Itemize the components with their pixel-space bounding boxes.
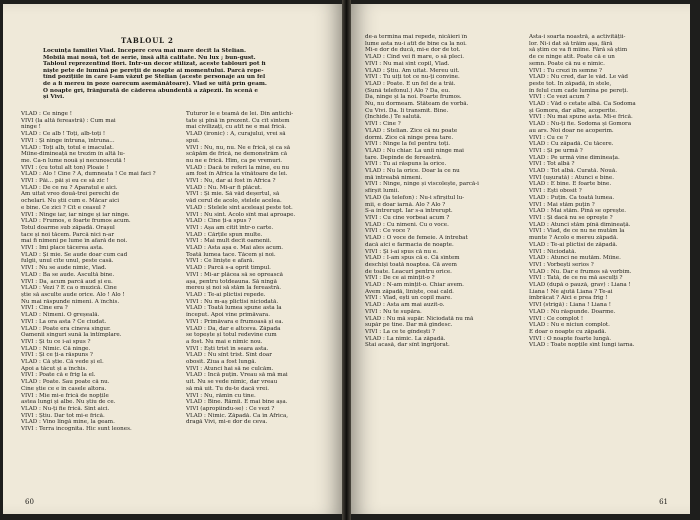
dialogue-line: VLAD : Nu-ți fie frică. Sînt aici. — [21, 405, 110, 412]
page-number-right: 61 — [659, 498, 668, 506]
dialogue-line: VIVI : Mi-ar plăcea să se oprească — [186, 271, 283, 278]
dialogue-line: Nu mai răspunde nimeni. A închis. — [21, 298, 120, 305]
intro-line: O noapte gri, frănjurată de căderea abundentă a zăpezii. În scenă e — [43, 87, 258, 94]
dialogue-line: VIVI : Cu ce ? — [529, 134, 568, 141]
dialogue-line: VLAD (după o pauză, grav) : Liana ! — [529, 282, 631, 289]
dialogue-line: VLAD : Vino lîngă mine, la geam. — [21, 419, 115, 426]
dialogue-line: obosit. Ziua a fost lungă. — [186, 359, 257, 366]
right-page — [351, 4, 690, 514]
dialogue-line: VLAD : Asta așa e. Mai ales acum. — [186, 245, 284, 252]
dialogue-line: să știm ce va fi mîine. Fără să știm — [529, 47, 628, 54]
dialogue-line: îmbrăcat ? Aici e prea frig ! — [529, 295, 608, 302]
dialogue-line: sfîrșit lumii. — [365, 188, 400, 195]
dialogue-line: așa, pentru totdeauna. Să ningă — [186, 278, 277, 285]
dialogue-line: VIVI : Și pe urmă ? — [529, 147, 583, 154]
dialogue-line: astea lungi și albe. Nu știu de ce. — [21, 399, 116, 406]
dialogue-line: VLAD : Cine ți-a spus ? — [186, 218, 252, 225]
dialogue-line: VIVI : De ce ai mințit-o ? — [365, 275, 435, 282]
dialogue-line: de toate. Leacuri pentru orice. — [365, 268, 452, 275]
dialogue-line: VLAD : Da, dar e altceva. Zăpada — [186, 325, 281, 332]
dialogue-line: VLAD : Parcă s-a oprit timpul. — [186, 265, 271, 272]
dialogue-line: VLAD : Te-ai plictisi de zăpadă. — [529, 241, 618, 248]
dialogue-line: VIVI (apropiindu-se) : Ce vezi ? — [186, 405, 275, 412]
dialogue-line: VLAD : Te-ai plictisi repede. — [186, 291, 266, 298]
dialogue-line: VLAD : Nu. Mi-ar fi plăcut. — [186, 184, 262, 191]
dialogue-line: Stai acasă, dar sînt îngrijorat. — [365, 342, 450, 349]
dialogue-line: am fost în Africa la vînătoare de lei. — [186, 171, 288, 178]
dialogue-line: VIVI : Mie mi-e frică de nopțile — [21, 392, 109, 399]
dialogue-line: VIVI : Poate că e frig la el. — [21, 372, 96, 379]
dialogue-line: VIVI : Primăvara e frumoasă și ea. — [186, 318, 284, 325]
dialogue-line: VLAD : Cărțile spun multe. — [186, 231, 263, 238]
dialogue-line: mereu și noi să stăm la fereastră. — [186, 285, 281, 292]
dialogue-line: Toată lumea tace. Tăcem și noi. — [186, 251, 276, 258]
dialogue-line: VIVI : O noapte foarte lungă. — [529, 335, 611, 342]
dialogue-line: VIVI : Mai stăm puțin ? — [529, 201, 595, 208]
dialogue-line: nu ne e frică. Hîm, ca pe vremuri. — [186, 157, 283, 164]
dialogue-line: Cine știe ce e în casele altora. — [21, 385, 107, 392]
dialogue-line: VIVI : Vorbești serios ? — [529, 261, 594, 268]
dialogue-line: VLAD : Nu cred, dar le văd. Le văd — [529, 74, 629, 81]
dialogue-line: VLAD : Mai stăm. Pînă se oprește. — [529, 208, 627, 215]
dialogue-line: VIVI : Și mie. Să văd deșertul, să — [186, 191, 280, 198]
dialogue-line: știe să asculte aude orice. Alo ! Alo ! — [21, 291, 125, 298]
right-column-2 — [529, 34, 677, 349]
dialogue-line: tate și pînă în prezent. Cu cît sîntem — [186, 117, 290, 124]
intro-line: Mobilă mai nouă, tot de serie, însă altă calitate. Nu lux ; bun-gust. — [43, 54, 256, 61]
intro-line: și Vivi. — [43, 94, 65, 101]
dialogue-line: VLAD : Ce ninge ! — [21, 111, 72, 117]
dialogue-line: VIVI : Nu sînt. Acolo sînt mai aproape. — [186, 211, 296, 218]
dialogue-line: VLAD : N-am mințit-o. Chiar avem. — [365, 282, 464, 289]
dialogue-line: VIVI : Nu te supăra. — [365, 308, 422, 315]
dialogue-line: VIVI : Tu uiți tot ce nu-ți convine. — [365, 74, 460, 81]
dialogue-line: VLAD : Cu nimeni. Cu o voce. — [365, 221, 449, 228]
dialogue-line: VIVI : Ești obosit ? — [529, 188, 582, 195]
dialogue-line: VIVI : Nu, dar ai fost în Africa ? — [186, 178, 276, 185]
dialogue-line: VLAD : E bine. E foarte bine. — [529, 181, 612, 188]
dialogue-line: Asta-i soarta noastră, a activității- — [529, 34, 626, 40]
right-column-1 — [365, 34, 513, 349]
dialogue-line: VLAD (la telefon) : Nu-i sfîrșitul lu- — [365, 194, 465, 201]
dialogue-line: și Gomora, dar albe, acoperite. — [529, 107, 617, 114]
left-page — [3, 4, 342, 514]
dialogue-line: VIVI : Nu, nu, nu. Ne e frică, și ca să — [186, 144, 291, 151]
dialogue-line: VIVI : Da, acum parcă aud și eu. — [21, 278, 113, 285]
dialogue-line: lor. Ni-i dat să trăim așa, fără — [529, 40, 613, 47]
dialogue-line: VLAD : Nu sînt trist. Sînt doar — [186, 352, 272, 359]
scene-intro — [43, 48, 323, 101]
dialogue-line: S-a întrerupt. Iar s-a întrerupt. — [365, 208, 453, 215]
dialogue-line: Da, ninge și la noi. Foarte frumos. — [365, 94, 462, 101]
dialogue-line: VIVI : Nu, rămîn cu tine. — [186, 392, 256, 399]
intro-line: de a fi mereu în poze oarecum asemănătoare). Vlad se uită prin geam. — [43, 80, 267, 87]
dialogue-line: Avem zăpadă, liniște, ceai cald. — [365, 288, 454, 295]
dialogue-line: VLAD : Nu e niciun complot. — [529, 322, 610, 329]
dialogue-line: VLAD : De ce nu ? Aparatul e aici. — [21, 184, 118, 191]
dialogue-line: VIVI : Nu mai sînt copil, Vlad. — [365, 60, 450, 67]
dialogue-line: VLAD : I-am spus că e. Că sîntem — [365, 255, 460, 262]
dialogue-line: VIVI : Tu ai răspuns la orice. — [365, 161, 447, 168]
dialogue-line: VIVI : Vlad, ești un copil mare. — [365, 295, 453, 302]
dialogue-line: VIVI : Terra incognita. Hic sunt leones. — [21, 426, 132, 433]
dialogue-line: VIVI : Ești trist în seara asta. — [186, 345, 269, 352]
dialogue-line: de-a termina mai repede, nicăieri în — [365, 34, 468, 40]
dialogue-line: VIVI : Știu. Dar tot mi-e frică. — [21, 412, 105, 419]
dialogue-line: să mă uit. Tu du-te dacă vrei. — [186, 385, 269, 392]
dialogue-line: VLAD : Frumos, e foarte frumos acum. — [21, 218, 131, 225]
dialogue-line: VIVI : Și tu ce i-ai spus ? — [21, 338, 91, 345]
dialogue-line: VIVI : Cine era ? — [21, 305, 68, 312]
dialogue-line: a fost. Nu mai e nimic nou. — [186, 338, 263, 345]
dialogue-line: VLAD : La nimic. La zăpadă. — [365, 335, 446, 342]
dialogue-line: VIVI : (cu totul alt ton) Ploaie ! — [21, 164, 109, 171]
intro-line: Locuința familiei Vlad. Începere ceva mai mare decît la Stelian. — [43, 48, 246, 54]
dialogue-line: VLAD : Atunci stăm pînă dimineață. — [529, 221, 631, 228]
dialogue-line: VIVI : Păi... păi și eu ce să zic ! — [21, 178, 109, 185]
scene-title: TABLOUL 2 — [121, 36, 174, 45]
dialogue-line: scăpăm de frică, ne demonstrăm că — [186, 151, 288, 158]
dialogue-line: VIVI (ușurată) : Atunci e bine. — [529, 174, 614, 181]
dialogue-line: VIVI : Niciodată. — [529, 248, 577, 255]
left-column-1 — [21, 111, 169, 433]
dialogue-line: VLAD : Puțin. Ca toată lumea. — [529, 194, 615, 201]
intro-line: Tabloul reprezentînd flori. Într-un decor stilizat, aceste tablouri pot fi — [43, 61, 266, 68]
dialogue-line: VIVI (la altă fereastră) : Cum mai — [21, 117, 116, 124]
dialogue-line: VIVI : La ora asta ? Ce ciudat. — [21, 318, 107, 325]
dialogue-line: semn. Poate că nu e nimic. — [529, 60, 605, 67]
dialogue-line: VLAD (ironic) : A, curajului, vrei să — [186, 131, 286, 138]
dialogue-line: VIVI : Mai mult decît oamenii. — [186, 238, 272, 245]
dialogue-line: mă întreabă nimeni. — [365, 174, 423, 181]
dialogue-line: (Sună telefonul.) Alo ? Da, eu. — [365, 87, 450, 94]
dialogue-line: VLAD : Stelian. Zice că nu poate — [365, 127, 458, 134]
dialogue-line: Oamenii singuri sună la întîmplare. — [21, 332, 122, 339]
dialogue-line: VLAD : Nu la orice. Doar la ce nu — [365, 168, 460, 175]
dialogue-line: VLAD : Toată lumea spune asta la — [186, 305, 282, 312]
dialogue-line: VIVI : Așa am citit într-o carte. — [186, 224, 274, 231]
dialogue-line: me. Ca-n lume nouă și necunoscută ! — [21, 157, 126, 164]
dialogue-line: mai fi nimeni pe lume în afară de noi. — [21, 238, 128, 245]
dialogue-line: tare. Depinde de fereastră. — [365, 154, 442, 161]
dialogue-line: dormi. Zice că ninge prea tare. — [365, 134, 454, 141]
dialogue-line: dacă aici e farmacia de noapte. — [365, 241, 454, 248]
dialogue-line: VLAD : Poate era cineva singur. — [21, 325, 111, 332]
dialogue-line: VIVI : Ce vezi acum ? — [529, 94, 590, 101]
dialogue-line: VIVI : Nu m-aș plictisi niciodată. — [186, 298, 279, 305]
dialogue-line: ochelari. Nu știi cum e. Măcar aici — [21, 198, 120, 205]
dialogue-line: VLAD : Ce alb ! Toți, alb-toți ! — [21, 131, 106, 138]
dialogue-line: VLAD : Nu. Dar e frumos să vorbim. — [529, 268, 632, 275]
dialogue-line: VIVI : Tot albă ? — [529, 161, 575, 168]
dialogue-line: de ce ninge atît. Poate că e un — [529, 54, 615, 61]
dialogue-line: Am uitat vreo două-trei perechi de — [21, 191, 120, 198]
dialogue-line: VIVI : Ninge, ninge și viscolește, parcă-i — [365, 181, 479, 188]
dialogue-line: în felul cum cade lumina pe pereți. — [529, 87, 629, 94]
dialogue-line: VIVI : Tu crezi în semne ? — [529, 67, 603, 74]
dialogue-line: început. Apoi vine primăvara. — [186, 312, 270, 319]
dialogue-line: văd cerul de acolo, stelele acelea. — [186, 198, 282, 205]
dialogue-line: tace și noi tăcem. Parcă nici n-ar — [21, 231, 115, 238]
dialogue-line: VLAD : Pe urmă vine dimineața. — [529, 154, 620, 161]
dialogue-line: VIVI : Și ce ți-a răspuns ? — [21, 352, 93, 359]
dialogue-line: VLAD : Stelele sînt aceleași peste tot. — [186, 204, 293, 211]
dialogue-line: VLAD : Nimic. Zăpadă. Ca în Africa, — [186, 412, 289, 419]
dialogue-line: VLAD : Dacă te referi la mine, eu nu — [186, 164, 290, 171]
dialogue-line: VIVI : Și i-ai spus că nu e. — [365, 248, 438, 255]
dialogue-line: ninge ! — [21, 124, 41, 131]
book-gutter — [342, 0, 351, 520]
dialogue-line: mai civilizați, cu atît ne e mai frică. — [186, 124, 287, 131]
dialogue-line: dragă Vivi, mi-e dor de ceva. — [186, 419, 268, 426]
dialogue-line: VLAD : Bine. Rămîi. E mai bine așa. — [186, 399, 288, 406]
dialogue-line: VLAD : Nimic. Că ninge. — [21, 345, 91, 352]
dialogue-line: mii, e doar iarnă. Alo ? Alo ? — [365, 201, 446, 208]
dialogue-line: VIVI : Îmi place tăcerea asta. — [21, 245, 104, 252]
dialogue-line: VLAD : O voce de femeie. A întrebat — [365, 235, 468, 242]
dialogue-line: VIVI : Tată, de ce nu mă asculți ? — [529, 275, 623, 282]
dialogue-line: VIVI : Și dacă nu se oprește ? — [529, 214, 613, 221]
dialogue-line: VLAD : Încă puțin. Vreau să mă mai — [186, 372, 288, 379]
dialogue-line: lume asta nu-i atît de bine ca la noi. — [365, 40, 467, 47]
dialogue-line: VLAD : Nu-ți fie. Sodoma și Gomora — [529, 121, 632, 128]
dialogue-line: VLAD : Cînd vei fi mare, o să pleci. — [365, 54, 464, 61]
dialogue-line: Nu, nu dormeam. Stăteam de vorbă. — [365, 101, 469, 108]
dialogue-line: VIVI : Ce voce ? — [365, 228, 411, 235]
dialogue-line: se topește și totul redevine cum — [186, 332, 277, 339]
dialogue-line: VLAD : Toate nopțile sînt lungi iarna. — [529, 342, 635, 349]
dialogue-line: spui. — [186, 137, 200, 144]
dialogue-line: VIVI : Nu mai spune asta. Mi-e frică. — [529, 114, 633, 121]
dialogue-line: VLAD : Cu zăpadă. Cu tăcere. — [529, 141, 614, 148]
dialogue-line: VIVI : Și ninge întruna, întruna... — [21, 137, 115, 144]
dialogue-line: au ars. Noi doar ne acoperim. — [529, 127, 614, 134]
dialogue-line: Mi-e dor de ducă, mi-e dor de tot. — [365, 47, 461, 54]
dialogue-line: VIVI : Ninge iar, iar ninge și iar ninge. — [21, 211, 130, 218]
dialogue-line: VIVI : Atunci hai să ne culcăm. — [186, 365, 274, 372]
intro-line: tînd pozițiile în care l-am văzut pe Stelian (aceste personaje au un fel — [43, 74, 266, 81]
dialogue-line: VLAD : Nu răspunde. Doarme. — [529, 308, 616, 315]
intro-line: niște pete de lumină pe pereții de noapte ai momentului. Parcă repe- — [43, 67, 264, 74]
dialogue-line: VLAD : Și mie. Se aude doar cum cad — [21, 251, 128, 258]
dialogue-line: VLAD : Văd o cetate albă. Ca Sodoma — [529, 101, 636, 108]
dialogue-line: Mîine-dimineață ne trezim în altă lu- — [21, 151, 125, 158]
page-number-left: 60 — [25, 498, 34, 506]
dialogue-line: VIVI : Ce liniște e afară. — [186, 258, 255, 265]
dialogue-line: Cu Vivi. Da. Îi transmit. Bine. — [365, 107, 449, 114]
dialogue-line: VIVI (strigă) : Liana ! Liana ! — [529, 302, 611, 309]
dialogue-line: uit. Nu se vede nimic, dar vreau — [186, 379, 278, 386]
dialogue-line: VLAD : Că știe. Că vede și el. — [21, 359, 104, 366]
dialogue-line: VIVI : Vlad, de ce nu ne mutăm la — [529, 228, 625, 235]
dialogue-line: Tuturor le e teamă de lei. Din antichi- — [186, 111, 294, 117]
dialogue-line: Liana ! Ne ajută Liana ? Te-ai — [529, 288, 613, 295]
dialogue-line: VIVI : Cine ? — [365, 121, 401, 128]
dialogue-line: VIVI : Cu cine vorbeai acum ? — [365, 214, 450, 221]
dialogue-line: VLAD : Atunci ne mutăm. Mîine. — [529, 255, 621, 262]
dialogue-line: e bine. Ce zici ? Cît e ceasul ? — [21, 204, 106, 211]
dialogue-line: VLAD : Vezi ? E ca o muzică. Cine — [21, 285, 117, 292]
dialogue-line: VLAD : Toți alb, totul e imaculat. — [21, 144, 114, 151]
dialogue-line: VLAD : Știu. Am uitat. Mereu uit. — [365, 67, 460, 74]
dialogue-line: VLAD : Poate. E un fel de a trăi. — [365, 80, 456, 87]
left-column-2 — [186, 111, 334, 426]
dialogue-line: VLAD : Nu mă supăr. Niciodată nu mă — [365, 315, 474, 322]
dialogue-line: VIVI : Ninge la fel pentru toți. — [365, 141, 450, 148]
dialogue-line: VLAD : Nu chiar. La unii ninge mai — [365, 147, 464, 154]
dialogue-line: VLAD : Tot albă. Curată. Nouă. — [529, 168, 618, 175]
dialogue-line: VIVI : La ce te gîndești ? — [365, 328, 435, 335]
dialogue-line: peste tot. În zăpadă, în stele, — [529, 80, 612, 87]
dialogue-line: deschiși toată noaptea. Că avem — [365, 261, 457, 268]
dialogue-line: Totul doarme sub zăpadă. Orașul — [21, 224, 115, 231]
dialogue-line: fulgii, unul cîte unul, peste casă. — [21, 258, 114, 265]
dialogue-line: VLAD : Ba se aude. Ascultă bine. — [21, 271, 115, 278]
dialogue-line: VLAD : Alo ! Cine ? A, dumneata ! Ce mai faci ? — [21, 171, 156, 178]
dialogue-line: (Închide.) Te salută. — [365, 114, 422, 121]
dialogue-line: VLAD : Asta am mai auzit-o. — [365, 302, 445, 309]
dialogue-line: VIVI : Ce complot ! — [529, 315, 584, 322]
dialogue-line: VIVI : Nu se aude nimic, Vlad. — [21, 265, 107, 272]
dialogue-line: VLAD : Poate. Sau poate că nu. — [21, 379, 110, 386]
dialogue-line: supăr pe tine. Dar mă gîndesc. — [365, 322, 453, 329]
dialogue-line: Apoi a tăcut și a închis. — [21, 365, 88, 372]
dialogue-line: munte ? Acolo e mereu zăpadă. — [529, 235, 619, 242]
dialogue-line: E doar o noapte cu zăpadă. — [529, 328, 607, 335]
dialogue-line: VLAD : Nimeni. O greșeală. — [21, 312, 100, 319]
